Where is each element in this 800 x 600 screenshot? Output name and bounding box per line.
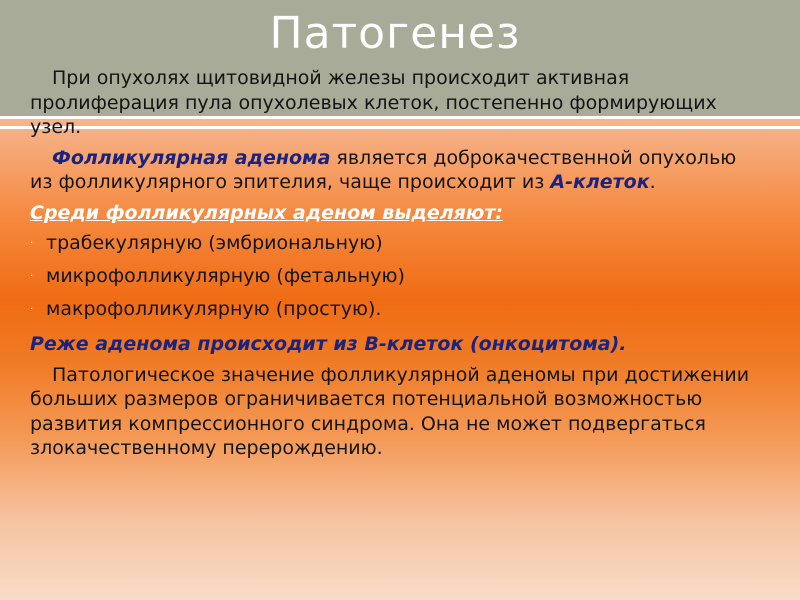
slide-content [30,66,760,467]
adenoma-term: Фолликулярная аденома [52,146,331,169]
adenoma-types-list [30,227,760,326]
adenoma-description: является доброкачественной опухолью из фолликулярного эпителия, чаще происходит из [30,146,737,193]
types-heading: Среди фолликулярных аденом выделяют: [30,201,503,224]
adenoma-end: . [649,171,656,193]
paragraph-intro [30,66,760,140]
paragraph-adenoma [30,146,760,195]
list-item-text: трабекулярную (эмбриональную) [46,232,383,254]
slide-title: Патогенез [269,8,521,59]
paragraph-significance-text: Патологическое значение фолликулярной аденомы при достижении больших размеров ограничивается потенциальной возможностью развития компрессионного синдрома. Она не может подвергаться злокачественному перерождению. [30,363,750,459]
a-cells-term: А-клеток [550,171,650,193]
list-item [30,227,760,260]
bullet-dot: · [30,304,34,315]
bullet-dot: · [30,238,34,249]
list-item-text: микрофолликулярную (фетальную) [46,265,405,287]
list-item [30,260,760,293]
paragraph-significance [30,363,760,461]
list-item [30,293,760,326]
list-item-text: макрофолликулярную (простую). [46,298,382,320]
bullet-dot: · [30,271,34,282]
oncocytoma-line: Реже аденома происходит из В-клеток (онкоцитома). [30,333,627,355]
paragraph-intro-text: При опухолях щитовидной железы происходит активная пролиферация пула опухолевых клеток, постепенно формирующих узел. [30,67,717,138]
